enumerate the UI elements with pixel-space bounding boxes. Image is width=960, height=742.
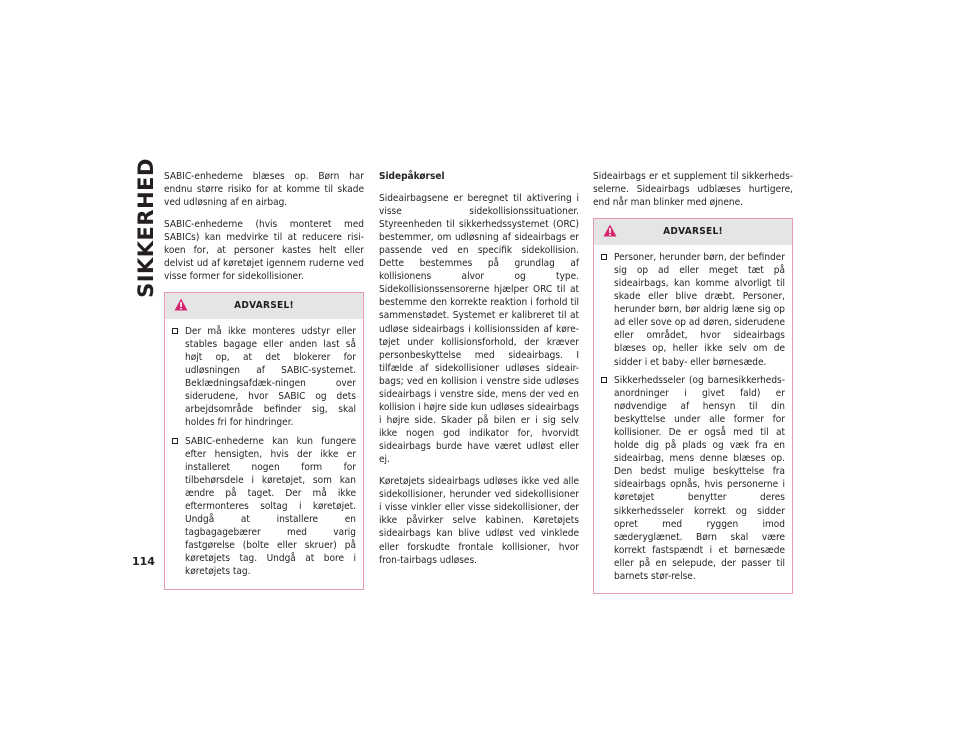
warning-title: ADVARSEL! [663, 226, 723, 238]
section-heading: Sidepåkørsel [379, 171, 445, 182]
warning-item: SABIC-enhederne kan kun fungere efter hensigten, hvis der ikke er installeret nogen form for tilbehørsdele i køretøjet, som kan ændre på taget. Der må ikke eftermonteres soltag i køretøjet. Undgå at installere en tagbagagebærer med varig fastgørelse (bolte eller skruer) på køretøjets tag. Undgå at bore i køretøjets tag. [172, 435, 356, 579]
warning-header [165, 293, 363, 319]
warning-triangle-icon [174, 298, 188, 311]
column-2 [379, 170, 579, 575]
paragraph: Sideairbags er et supplement til sikkerheds-selerne. Sideairbags udblæses hurtigere, end når man blinker med øjnene. [593, 171, 793, 209]
column-3 [593, 170, 793, 594]
warning-title: ADVARSEL! [234, 300, 294, 312]
warning-list [165, 319, 363, 589]
warning-item: Sikkerhedsseler (og barnesikkerheds-anordninger i givet fald) er nødvendige af hensyn til din beskyttelse under alle former for kollisioner. De er også med til at holde dig på plads og væk fra en sideairbag, mens denne blæses op. Den bedst mulige beskyttelse fra sideairbags opnås, hvis personerne i køretøjet benytter deres sikkerhedsseler korrekt og sidder opret med ryggen imod sæderyglænet. Børn skal være korrekt fastspændt i et børnesæde eller på en selepude, der passer til barnets stør-relse. [601, 374, 785, 584]
paragraph: SABIC-enhederne blæses op. Børn har endnu større risiko for at komme til skade ved udløsning af en airbag. [164, 171, 364, 209]
paragraph: Sideairbagsene er beregnet til aktivering i visse sidekollisionssituationer. Styreenheden til sikkerhedssystemet (ORC) bestemmer, om udløsning af sideairbags er passende ved en specifik sidekollision. Dette bestemmes på grundlag af kollisionens alvor og type. Sidekollisionssensorerne hjælper ORC til at bestemme den korrekte reaktion i forhold til sammenstødet. Systemet er kalibreret til at udløse sideairbags i kollisionssiden af køre-tøjet under kollisionsforhold, der kræver personbeskyttelse med sideairbags. I tilfælde af sidekollisioner udløses sideair-bags; ved en kollision i venstre side udløses sideairbags i venstre side, mens der ved en kollision i højre side kun udløses sideairbags i højre side. Skader på bilen er i sig selv ikke nogen god indikator for, hvorvidt sideairbags burde have været udløst eller ej. [379, 192, 579, 466]
warning-box [593, 218, 793, 594]
paragraph: Køretøjets sideairbags udløses ikke ved alle sidekollisioner, herunder ved sidekollisioner i visse vinkler eller visse sidekollisioner, der ikke påvirker selve kabinen. Køretøjets sideairbags kan blive udløst ved vinklede eller forskudte frontale kollisioner, hvor fron-tairbags udløses. [379, 476, 579, 566]
chapter-title: SIKKERHED [134, 158, 158, 298]
page-number: 114 [132, 555, 155, 568]
warning-box [164, 292, 364, 590]
warning-item: Personer, herunder børn, der befinder sig op ad eller meget tæt på sideairbags, kan komme alvorligt til skade eller blive dræbt. Personer, herunder børn, bør aldrig læne sig op ad eller sove op ad døren, siderudene eller området, hvor sideairbags blæses op, heller ikke selv om de sidder i et baby- eller børnesæde. [601, 251, 785, 369]
column-1 [164, 170, 364, 590]
warning-list [594, 245, 792, 593]
warning-item: Der må ikke monteres udstyr eller stables bagage eller anden last så højt op, at det blokerer for udløsningen af SABIC-systemet. Beklædningsafdæk-ningen over siderudene, hvor SABIC og dets arbejdsområde befinder sig, skal holdes fri for hindringer. [172, 325, 356, 430]
warning-header [594, 219, 792, 245]
chapter-side-label [126, 158, 166, 298]
warning-triangle-icon [603, 224, 617, 237]
paragraph: SABIC-enhederne (hvis monteret med SABICs) kan medvirke til at reducere risi-koen for, at personer kastes helt eller delvist ud af køretøjet igennem ruderne ved visse former for sidekollisioner. [164, 218, 364, 283]
